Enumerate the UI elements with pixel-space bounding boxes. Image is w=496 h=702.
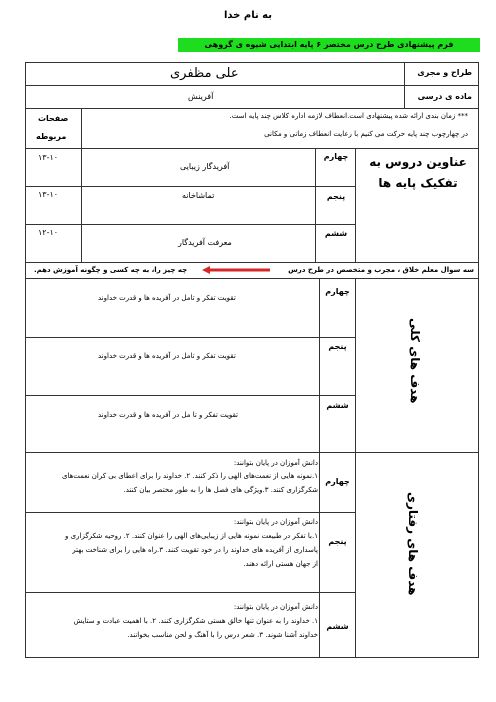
general-goal-grade-4: چهارم [325,287,350,296]
behavioral-goal-5-line-4: از جهان هستی ارائه دهند. [243,560,318,568]
behavioral-goal-6-line-2: ۱. خداوند را به عنوان تنها خالق هستی شکرگزاری کنند. ۲. با اهمیت عبادت و ستایش [73,617,318,625]
behavioral-goal-6-line-1: دانش آموزان در پایان بتوانند: [233,603,318,611]
notes-line-2: در چهارچوب چند پایه حرکت می کنیم با رعایت انعطاف زمانی و مکانی [264,130,468,138]
behavioral-goal-grade-6: ششم [326,622,349,631]
designer-name: علی مظفری [170,66,239,81]
red-arrow-icon [202,266,270,274]
lesson-title-6: معرفت آفریدگار [178,238,232,247]
behavioral-goals-heading: هدف های رفتاری [406,492,420,596]
behavioral-goal-grade-4: چهارم [325,477,350,486]
general-goal-grade-5: پنجم [328,342,347,351]
pages-header-line-2: مربوطه [36,132,67,141]
lesson-title-5: تماشاخانه [182,191,215,200]
lesson-grade-4: چهارم [323,152,349,161]
behavioral-goal-5-line-2: ۱.با تفکر در طبیعت نمونه هایی از زیبایی‌های الهی را عنوان کنند. ۲. روحیه شکرگزاری و [65,532,318,540]
notes-line-1: *** زمان بندی ارائه شده پیشنهادی است.انعطاف لازمه اداره کلاس چند پایه است. [229,112,468,120]
page-title: به نام خدا [223,10,273,21]
three-questions-label: سه سوال معلم خلاق ، مجرب و متخصص در طرح درس [288,266,474,274]
behavioral-goal-5-line-3: پاسداری از آفریده های خداوند را در خود تقویت کنند. ۳.راه هایی را برای شناخت بهتر [72,546,318,554]
subject-value: آفرینش [188,92,214,101]
form-banner: فرم پیشنهادی طرح درس مختصر ۶ پایه ابتدایی شیوه ی گروهی [178,38,480,52]
subject-label: ماده ی درسی [417,92,472,101]
lesson-grade-6: ششم [324,229,348,238]
general-goals-heading: هدف های کلی [408,318,422,404]
general-goal-text-6: تقویت تفکر و تا مل در آفریده ها و قدرت خداوند [98,411,238,419]
general-goal-text-4: تقویت تفکر و تامل در آفریده ها و قدرت خداوند [98,294,236,302]
lesson-titles-heading: عناوین دروس به تفکیک پایه ها [369,155,467,190]
lesson-pages-5: ۱۳-۱۰ [38,190,59,199]
pages-header-line-1: صفحات [38,114,69,123]
lesson-pages-6: ۱۲-۱۰ [38,228,59,237]
general-goal-grade-6: ششم [326,401,349,410]
behavioral-goal-4-line-3: شکرگزاری کنند. ۳.ویژگی های فصل ها را به طور مختصر بیان کنند. [123,486,318,494]
designer-label: طراح و مجری [417,68,472,77]
general-goal-text-5: تقویت تفکر و تامل در آفریده ها و قدرت خداوند [98,352,236,360]
behavioral-goal-6-line-3: خداوند آشنا شوند. ۳. شعر درس را با آهنگ و لحن مناسب بخوانند. [127,631,318,639]
behavioral-goal-4-line-1: دانش آموزان در پایان بتوانند: [233,459,318,467]
lesson-pages-4: ۱۳-۱۰ [38,153,59,162]
behavioral-goal-5-line-1: دانش آموزان در پایان بتوانند: [233,518,318,526]
behavioral-goal-grade-5: پنجم [328,537,347,546]
behavioral-goal-4-line-2: ۱.نمونه هایی از نعمت‌های الهی را ذکر کنند. ۲. خداوند را برای اعطای بی کران نعمت‌های [62,472,318,480]
three-questions-answer: چه چیز را، به چه کسی و چگونه آموزش دهم. [34,266,188,274]
lesson-grade-5: پنجم [326,192,346,201]
lesson-title-4: آفریدگار زیبایی [180,162,230,171]
